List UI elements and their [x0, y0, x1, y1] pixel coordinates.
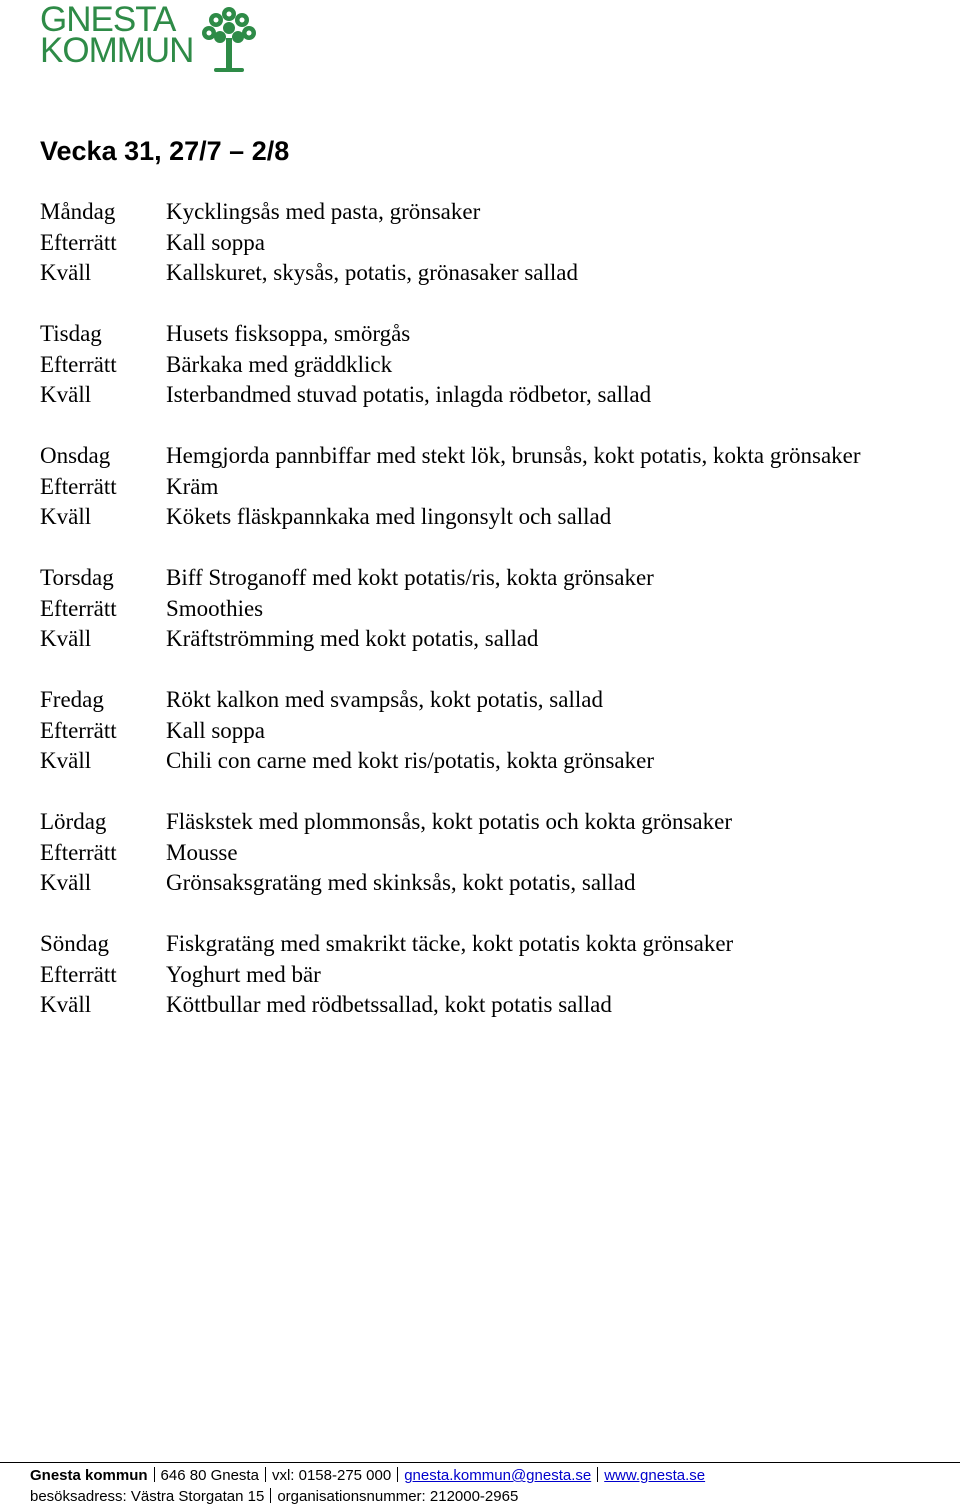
lunch-dish: Rökt kalkon med svampsås, kokt potatis, sallad — [166, 687, 603, 712]
lunch-dish: Hemgjorda pannbiffar med stekt lök, brunsås, kokt potatis, kokta grönsaker — [166, 443, 861, 468]
dessert-label: Efterrätt — [40, 229, 117, 255]
dessert-label: Efterrätt — [40, 351, 117, 377]
day-block-wednesday — [40, 441, 940, 533]
lunch-dish: Fläskstek med plommonsås, kokt potatis och kokta grönsaker — [166, 809, 732, 834]
lunch-row — [40, 685, 940, 716]
evening-label: Kväll — [40, 626, 92, 651]
evening-row — [40, 380, 940, 411]
dessert-label: Efterrätt — [40, 961, 117, 987]
day-label: Tisdag — [40, 321, 102, 346]
day-label: Söndag — [40, 931, 109, 956]
dessert-label: Efterrätt — [40, 839, 117, 865]
evening-label: Kväll — [40, 260, 92, 285]
day-block-tuesday — [40, 319, 940, 411]
lunch-row — [40, 319, 940, 350]
logo-line-2: KOMMUN — [40, 31, 194, 70]
evening-dish: Köttbullar med rödbetssallad, kokt potatis sallad — [166, 992, 612, 1017]
logo-wordmark — [40, 0, 194, 70]
footer-web-link[interactable]: www.gnesta.se — [604, 1467, 706, 1484]
day-label: Lördag — [40, 809, 107, 834]
dessert-dish: Kräm — [166, 473, 219, 499]
evening-row — [40, 624, 940, 655]
day-block-thursday — [40, 563, 940, 655]
footer-separator — [397, 1467, 398, 1482]
lunch-dish: Biff Stroganoff med kokt potatis/ris, kokta grönsaker — [166, 565, 654, 590]
day-label: Torsdag — [40, 565, 114, 590]
day-block-saturday — [40, 807, 940, 899]
lunch-dish: Fiskgratäng med smakrikt täcke, kokt potatis kokta grönsaker — [166, 931, 734, 956]
footer-separator — [154, 1467, 155, 1482]
footer-separator — [265, 1467, 266, 1482]
evening-label: Kväll — [40, 870, 92, 895]
dessert-row — [40, 594, 940, 625]
lunch-row — [40, 563, 940, 594]
footer-org-name: Gnesta kommun — [30, 1467, 148, 1484]
lunch-dish: Kycklingsås med pasta, grönsaker — [166, 199, 481, 224]
dessert-dish: Kall soppa — [166, 717, 266, 743]
evening-label: Kväll — [40, 504, 92, 529]
tree-icon — [200, 4, 258, 76]
dessert-label: Efterrätt — [40, 717, 117, 743]
lunch-row — [40, 929, 940, 960]
evening-row — [40, 502, 940, 533]
dessert-dish: Bärkaka med gräddklick — [166, 351, 393, 377]
dessert-row — [40, 838, 940, 869]
footer-postal: 646 80 Gnesta — [160, 1467, 259, 1484]
page-footer — [0, 1462, 960, 1505]
week-title: Vecka 31, 27/7 – 2/8 — [40, 136, 290, 166]
evening-label: Kväll — [40, 992, 92, 1017]
lunch-row — [40, 441, 940, 472]
dessert-label: Efterrätt — [40, 473, 117, 499]
day-block-friday — [40, 685, 940, 777]
lunch-dish: Husets fisksoppa, smörgås — [166, 321, 411, 346]
footer-phone: vxl: 0158-275 000 — [271, 1467, 392, 1484]
logo-line-1: GNESTA — [40, 0, 176, 39]
day-label: Fredag — [40, 687, 104, 712]
evening-dish: Chili con carne med kokt ris/potatis, kokta grönsaker — [166, 748, 654, 773]
dessert-dish: Yoghurt med bär — [166, 961, 321, 987]
evening-dish: Kallskuret, skysås, potatis, grönasaker sallad — [166, 260, 578, 285]
dessert-row — [40, 960, 940, 991]
dessert-row — [40, 716, 940, 747]
dessert-row — [40, 472, 940, 503]
day-label: Måndag — [40, 199, 116, 224]
dessert-row — [40, 350, 940, 381]
footer-visiting-address: besöksadress: Västra Storgatan 15 — [30, 1488, 265, 1505]
footer-org-number: organisationsnummer: 212000-2965 — [277, 1488, 519, 1505]
evening-dish: Kräftströmming med kokt potatis, sallad — [166, 626, 539, 651]
dessert-row — [40, 228, 940, 259]
evening-dish: Isterbandmed stuvad potatis, inlagda rödbetor, sallad — [166, 382, 652, 407]
weekly-menu — [40, 197, 940, 1051]
day-label: Onsdag — [40, 443, 111, 468]
footer-address-line — [30, 1488, 518, 1505]
footer-separator — [270, 1488, 271, 1503]
footer-email-link[interactable]: gnesta.kommun@gnesta.se — [404, 1467, 592, 1484]
dessert-dish: Kall soppa — [166, 229, 266, 255]
evening-row — [40, 868, 940, 899]
evening-label: Kväll — [40, 382, 92, 407]
footer-contact-line — [30, 1467, 705, 1484]
evening-row — [40, 746, 940, 777]
evening-row — [40, 258, 940, 289]
lunch-row — [40, 807, 940, 838]
dessert-label: Efterrätt — [40, 595, 117, 621]
evening-dish: Grönsaksgratäng med skinksås, kokt potatis, sallad — [166, 870, 636, 895]
footer-separator — [597, 1467, 598, 1482]
day-block-sunday — [40, 929, 940, 1021]
evening-dish: Kökets fläskpannkaka med lingonsylt och sallad — [166, 504, 612, 529]
dessert-dish: Smoothies — [166, 595, 264, 621]
day-block-monday — [40, 197, 940, 289]
dessert-dish: Mousse — [166, 839, 238, 865]
evening-label: Kväll — [40, 748, 92, 773]
evening-row — [40, 990, 940, 1021]
lunch-row — [40, 197, 940, 228]
municipality-logo — [40, 0, 260, 78]
